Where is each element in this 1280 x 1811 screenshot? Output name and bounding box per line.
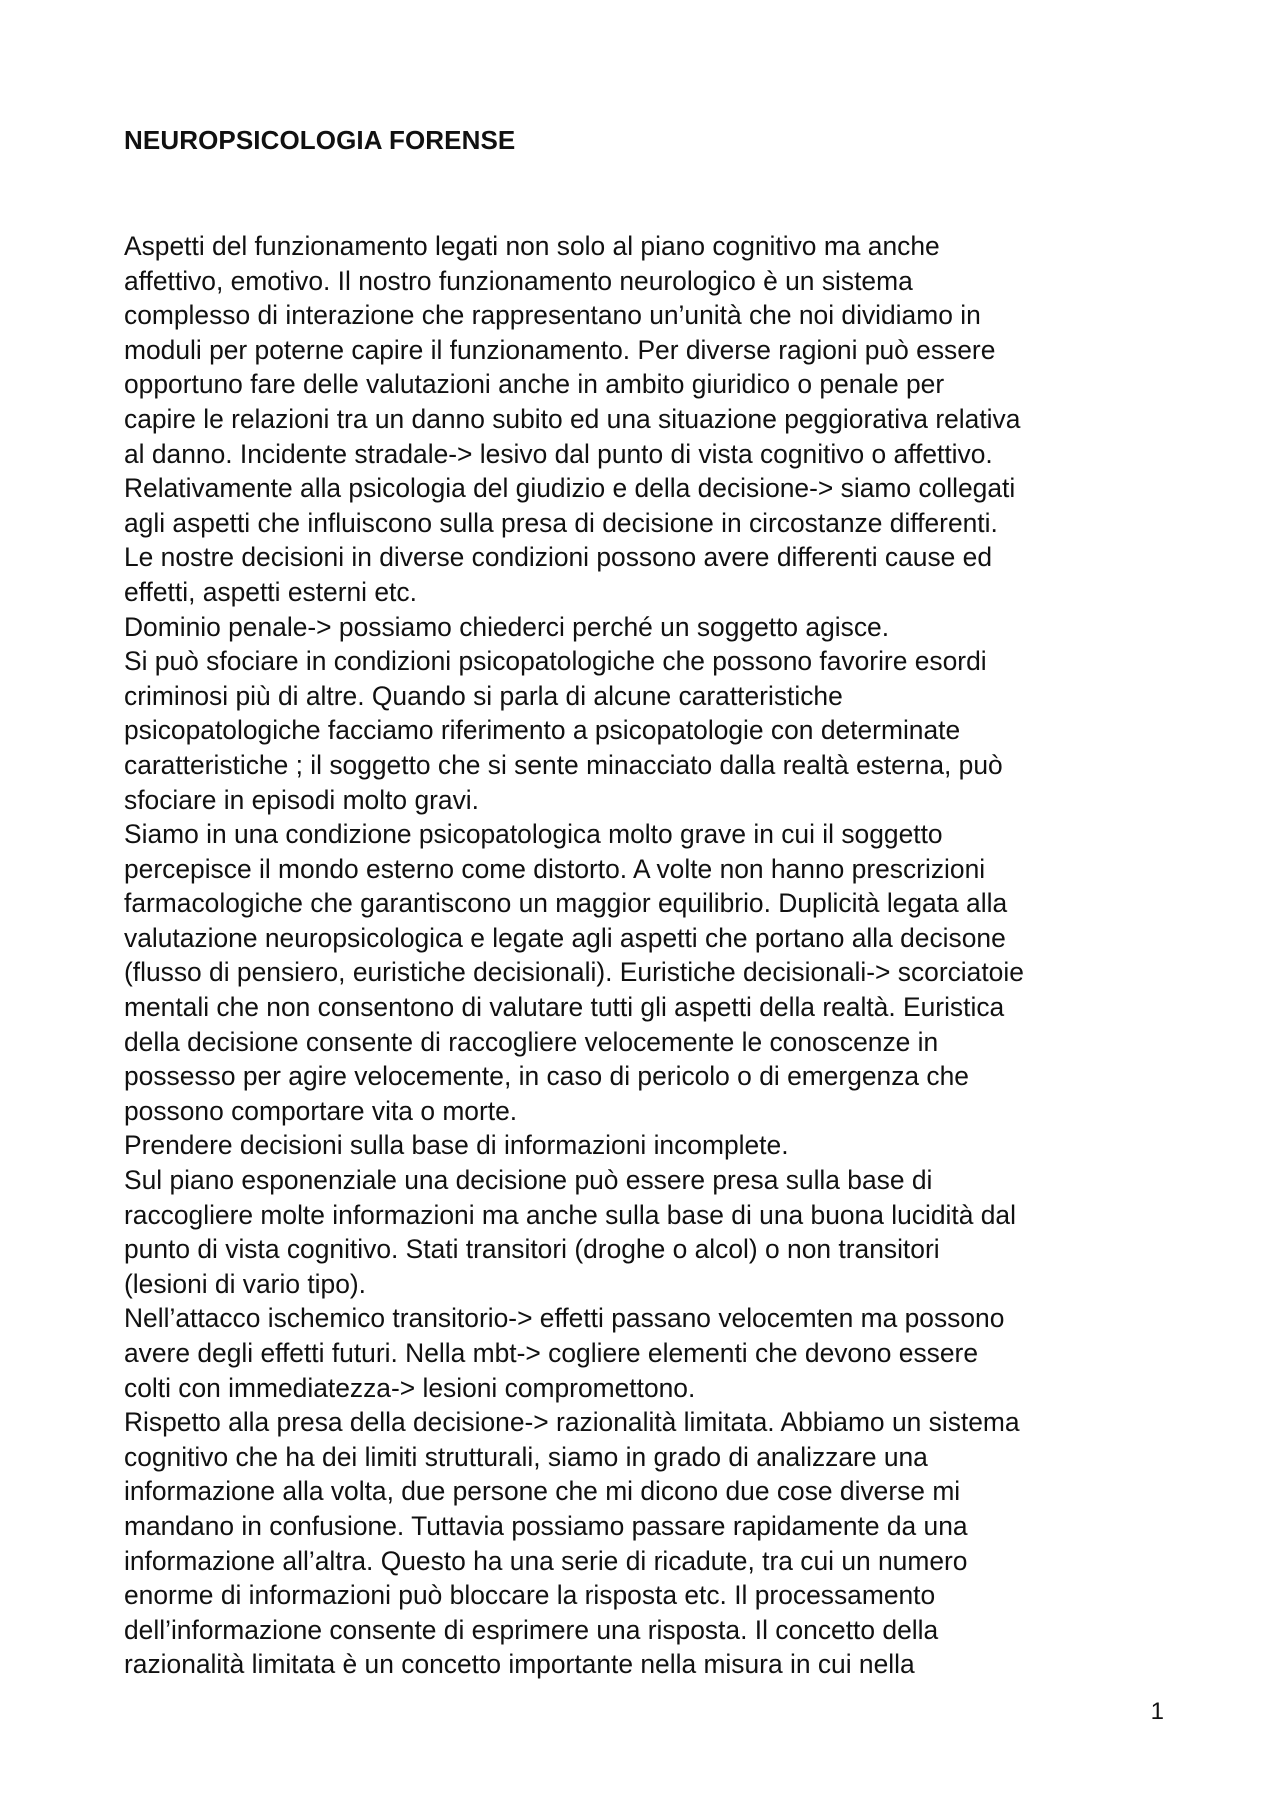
text-line: complesso di interazione che rappresentano un’unità che noi dividiamo in [124, 300, 981, 331]
text-line: mentali che non consentono di valutare tutti gli aspetti della realtà. Euristica [124, 992, 1005, 1023]
text-line: Aspetti del funzionamento legati non solo al piano cognitivo ma anche [124, 231, 940, 261]
text-line: farmacologiche che garantiscono un maggior equilibrio. Duplicità legata alla [124, 888, 1008, 919]
text-line: punto di vista cognitivo. Stati transitori (droghe o alcol) o non transitori [124, 1234, 940, 1265]
text-line: percepisce il mondo esterno come distorto. A volte non hanno prescrizioni [124, 853, 986, 884]
text-line: avere degli effetti futuri. Nella mbt-> cogliere elementi che devono essere [124, 1338, 979, 1368]
text-line: Siamo in una condizione psicopatologica molto grave in cui il soggetto [124, 819, 943, 850]
text-line: moduli per poterne capire il funzionamento. Per diverse ragioni può essere [124, 334, 996, 365]
text-line: (lesioni di vario tipo). [124, 1268, 367, 1299]
text-line: mandano in confusione. Tuttavia possiamo passare rapidamente da una [124, 1510, 968, 1541]
text-line: capire le relazioni tra un danno subito ed una situazione peggiorativa relativa [124, 403, 1021, 434]
text-line: Rispetto alla presa della decisione-> razionalità limitata. Abbiamo un sistema [124, 1407, 1020, 1438]
text-line: informazione all’altra. Questo ha una serie di ricadute, tra cui un numero [124, 1545, 968, 1576]
text-line: Si può sfociare in condizioni psicopatologiche che possono favorire esordi [124, 646, 987, 677]
text-line: Dominio penale-> possiamo chiederci perché un soggetto agisce. [124, 611, 890, 642]
text-line: effetti, aspetti esterni etc. [124, 576, 417, 607]
page-number: 1 [1150, 1698, 1164, 1725]
text-line: psicopatologiche facciamo riferimento a psicopatologie con determinate [124, 715, 961, 746]
text-line: possono comportare vita o morte. [124, 1095, 518, 1126]
page-title: NEUROPSICOLOGIA FORENSE [124, 125, 516, 155]
text-line: opportuno fare delle valutazioni anche in ambito giuridico o penale per [124, 369, 945, 400]
text-line: colti con immediatezza-> lesioni compromettono. [124, 1372, 696, 1403]
text-line: Relativamente alla psicologia del giudizio e della decisione-> siamo collegati [124, 473, 1016, 504]
text-line: raccogliere molte informazioni ma anche sulla base di una buona lucidità dal [124, 1199, 1016, 1230]
text-line: (flusso di pensiero, euristiche decisionali). Euristiche decisionali-> scorciatoie [124, 957, 1024, 988]
text-line: Le nostre decisioni in diverse condizioni possono avere differenti cause ed [124, 542, 993, 573]
text-line: valutazione neuropsicologica e legate agli aspetti che portano alla decisone [124, 922, 1006, 953]
text-line: Nell’attacco ischemico transitorio-> effetti passano velocemten ma possono [124, 1303, 1005, 1334]
text-line: criminosi più di altre. Quando si parla di alcune caratteristiche [124, 680, 843, 711]
text-line: agli aspetti che influiscono sulla presa di decisione in circostanze differenti. [124, 507, 998, 538]
text-line: della decisione consente di raccogliere velocemente le conoscenze in [124, 1026, 939, 1057]
text-line: al danno. Incidente stradale-> lesivo dal punto di vista cognitivo o affettivo. [124, 438, 993, 469]
text-line: Prendere decisioni sulla base di informazioni incomplete. [124, 1130, 789, 1161]
text-line: affettivo, emotivo. Il nostro funzionamento neurologico è un sistema [124, 265, 913, 296]
text-line: caratteristiche ; il soggetto che si sente minacciato dalla realtà esterna, può [124, 749, 1003, 780]
text-line: dell’informazione consente di esprimere una risposta. Il concetto della [124, 1614, 939, 1645]
text-line: cognitivo che ha dei limiti strutturali, siamo in grado di analizzare una [124, 1441, 928, 1472]
text-line: Sul piano esponenziale una decisione può essere presa sulla base di [124, 1165, 933, 1196]
text-line: sfociare in episodi molto gravi. [124, 784, 479, 815]
text-line: informazione alla volta, due persone che mi dicono due cose diverse mi [124, 1476, 961, 1507]
text-line: enorme di informazioni può bloccare la risposta etc. Il processamento [124, 1580, 936, 1611]
body-text [124, 229, 1244, 1682]
text-line: razionalità limitata è un concetto importante nella misura in cui nella [124, 1649, 915, 1680]
text-line: possesso per agire velocemente, in caso di pericolo o di emergenza che [124, 1061, 969, 1092]
